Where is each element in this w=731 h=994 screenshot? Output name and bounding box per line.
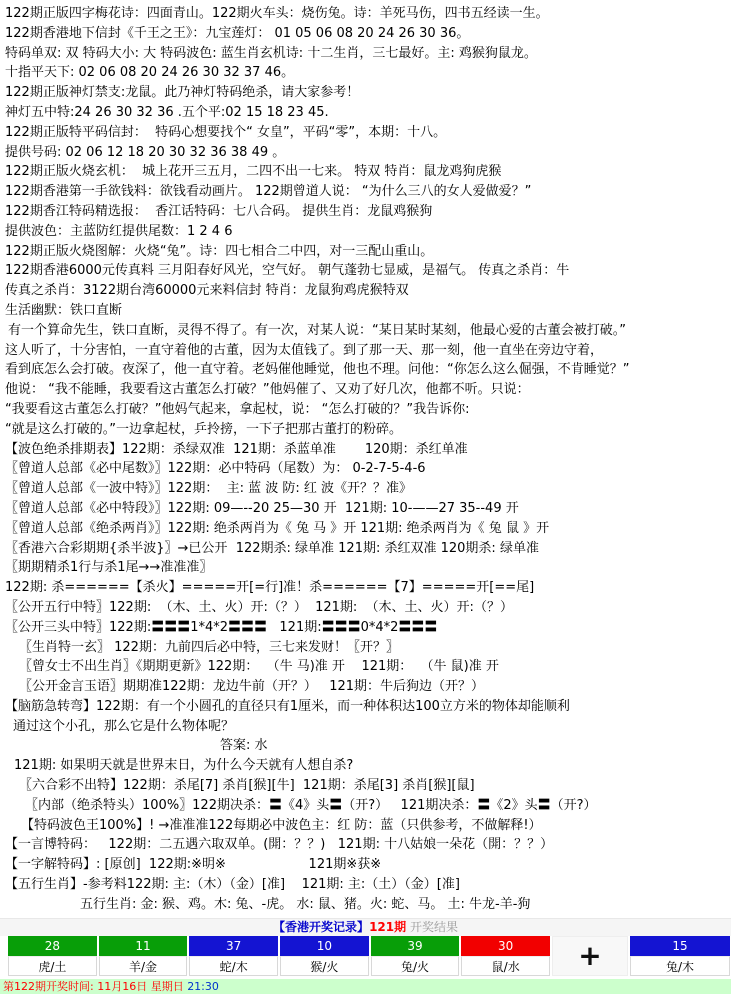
text-line: 【特码波色王100%】! →准准准122每期必中波色主：红 防：蓝（只供参考，不做解释!） — [21, 817, 542, 833]
text-line: “我要看这古董怎么打破？”他妈气起来，拿起杖，说： “怎么打破的？”我告诉你: — [5, 401, 470, 417]
text-line: 〖六合彩不出特】122期：杀尾[7] 杀肖[猴][牛] 121期：杀尾[3] 杀肖[猴][鼠] — [19, 778, 475, 794]
text-line: 122期正版四字梅花诗：四面青山。122期火车头：烧伤兔。诗：羊死马伤，四书五经读一生。 — [5, 6, 549, 21]
text-line: 这人听了，十分害怕，一直守着他的古董，因为太值钱了。到了那一天、那一刻，他一直坐在旁边守着， — [5, 342, 604, 358]
text-line: 神灯五中特:24 26 30 32 36 .五个平:02 15 18 23 45. — [5, 104, 329, 120]
drawn-number-cell: 11 — [99, 936, 188, 956]
text-line: 生活幽默：铁口直断 — [5, 302, 123, 318]
plus-icon: + — [578, 939, 602, 972]
text-line: 〖曾道人总部《必中尾数》〗122期：必中特码（尾数）为： 0-2-7-5-4-6 — [5, 461, 426, 477]
text-line: 122期正版火烧图解：火烧“兔”。诗：四七相合二中四，对一三配山重山。 — [5, 243, 434, 259]
text-line: 122期正版火烧玄机： 城上花开三五月，二四不出一七来。 特双 特肖：鼠龙鸡狗虎猴 — [5, 164, 502, 180]
text-line: “就是这么打破的。”一边拿起杖，乒拎搒，一下子把那古董打的粉碎。 — [5, 421, 402, 437]
text-line: 提供波色：主蓝防红提供尾数：1 2 4 6 — [5, 223, 233, 239]
drawn-number-cell: 30 — [461, 936, 550, 956]
drawn-number-label: 蛇/木 — [189, 956, 278, 976]
drawn-number-label: 鼠/水 — [461, 956, 550, 976]
plus-separator — [552, 936, 628, 976]
text-line: 〖公开三头中特〗122期:〓〓〓1*4*2〓〓〓 121期:〓〓〓0*4*2〓〓〓 — [5, 619, 438, 635]
text-line: 【一言博特码： 122期：二五遇六取双单。(開：？？) 121期: 十八姑娘一朵花（開：？？） — [5, 837, 554, 853]
results-header-issue: 121期 — [369, 920, 407, 934]
special-number-label: 兔/木 — [630, 956, 730, 976]
text-line: 答案: 水 — [220, 738, 268, 754]
drawn-number-cell: 37 — [189, 936, 278, 956]
drawn-number-label: 兔/火 — [371, 956, 460, 976]
text-line: 122期: 杀======【杀火】=====开[=行]准！杀======【7】=====开[==尾] — [5, 580, 535, 596]
text-line: 〖公开五行中特〗122期: （木、土、火）开:（？） 121期: （木、土、火）开:（？） — [5, 599, 513, 615]
text-line: 提供号码: 02 06 12 18 20 30 32 36 38 49 。 — [5, 144, 286, 160]
text-line: 【波色绝杀排期表】122期：杀绿双准 121期：杀蓝单准 120期：杀红单准 — [5, 441, 468, 457]
text-line: 〖曾道人总部《必中特段》〗122期: 09—--20 25—30 开 121期: 10-——27 35--49 开 — [5, 500, 519, 516]
text-line: 121期: 如果明天就是世界末日，为什么今天就有人想自杀? — [14, 758, 354, 774]
drawn-number-label: 猴/火 — [280, 956, 369, 976]
drawn-number-column — [371, 936, 460, 976]
drawn-number-label: 虎/土 — [8, 956, 97, 976]
text-line: 122期香港地下信封《千王之王》：九宝莲灯： 01 05 06 08 20 24 26 30 36。 — [5, 25, 470, 41]
text-line: 五行生肖: 金: 猴、鸡。木: 兔、-虎。 水: 鼠、猪。火: 蛇、马。 土: 牛龙-羊-狗 — [80, 896, 531, 912]
text-line: 〖生肖特一玄〗 122期：九前四后必中特，三七来发财！〖开？〗 — [19, 639, 399, 655]
text-line: 〖曾道人总部《绝杀两肖》〗122期: 绝杀两肖为《 兔 马 》开 121期: 绝杀两肖为《 兔 鼠 》开 — [5, 520, 550, 536]
drawn-number-column — [461, 936, 550, 976]
text-line: 看到底怎么会打破。夜深了，他一直守着。老妈催他睡觉，他也不理。问他：“你怎么这么倔强，不肯睡觉？” — [5, 362, 630, 378]
text-line: 有一个算命先生，铁口直断，灵得不得了。有一次，对某人说：“某日某时某刻，他最心爱的古董会被打破。” — [8, 322, 626, 338]
text-line: 他说： “我不能睡，我要看这古董怎么打破？”他妈催了、又劝了好几次，他都不听。只说： — [5, 382, 530, 398]
text-line: 122期香港6000元传真料 三月阳春好风光，空气好。 朝气蓬勃七显威，是福气。 传真之杀肖：牛 — [5, 263, 570, 279]
drawn-number-cell: 39 — [371, 936, 460, 956]
text-line: 十指平天下: 02 06 08 20 24 26 30 32 37 46。 — [5, 65, 295, 81]
drawn-number-column — [189, 936, 278, 976]
next-draw-time: 21:30 — [187, 980, 219, 993]
drawn-number-column — [8, 936, 97, 976]
text-line: 〖内部（绝杀特头）100%〗122期决杀：〓《4》头〓（开?） 121期决杀：〓《2》头〓（开?） — [25, 797, 597, 813]
text-line: 122期香江特码精选报： 香江话特码：七八合码。 提供生肖：龙鼠鸡猴狗 — [5, 203, 433, 219]
drawn-number-cell: 28 — [8, 936, 97, 956]
text-line: 【一字解特码】: [原创] 122期:※明※ 121期※获※ — [5, 857, 382, 873]
text-line: 122期正版神灯禁支:龙鼠。此乃神灯特码绝杀，请大家参考！ — [5, 85, 360, 101]
drawn-number-label: 羊/金 — [99, 956, 188, 976]
results-balls-row — [8, 936, 730, 976]
drawn-number-column — [99, 936, 188, 976]
text-line: 〖公开金言玉语〗期期准122期：龙边牛前（开？） 121期：牛后狗边（开？） — [19, 679, 485, 695]
next-draw-info — [0, 979, 731, 994]
drawn-number-cell: 10 — [280, 936, 369, 956]
text-line: 〖曾道人总部《一波中特》〗122期： 主: 蓝 波 防: 红 波《开？？准》 — [5, 481, 412, 497]
special-number-cell: 15 — [630, 936, 730, 956]
results-header — [0, 918, 731, 936]
text-line: 122期正版特平码信封： 特码心想要找个“ 女皇”，平码“零”，本期：十八。 — [5, 124, 447, 140]
special-number-column — [630, 936, 730, 976]
text-line: 〖曾女士不出生肖〗《期期更新》122期： （牛 马)准 开 121期： （牛 鼠)准 开 — [19, 659, 499, 675]
results-header-suffix: 开奖结果 — [406, 920, 458, 934]
text-line: 【五行生肖】-参考料122期: 主:（木）（金）[准] 121期: 主:（土）（金）[准] — [5, 877, 460, 893]
text-line: 〖香港六合彩期期{杀半波}〗→已公开 122期杀: 绿单准 121期: 杀红双准 120期杀: 绿单准 — [5, 540, 539, 556]
text-line: 传真之杀肖：3122期台湾60000元来料信封 特肖：龙鼠狗鸡虎猴特双 — [5, 283, 409, 299]
next-draw-text: 第122期开奖时间: 11月16日 星期日 — [3, 980, 188, 993]
text-line: 通过这个小孔，那么它是什么物体呢？ — [13, 718, 235, 734]
text-line: 【脑筋急转弯】122期：有一个小圆孔的直径只有1厘米，而一种体积达100立方米的物体却能顺利 — [5, 698, 570, 714]
results-header-title: 【香港开奖记录】 — [273, 920, 370, 934]
text-line: 特码单双: 双 特码大小: 大 特码波色: 蓝生肖玄机诗: 十二生肖，三七最好。主: 鸡猴狗鼠龙。 — [5, 45, 537, 61]
text-line: 〖期期精杀1行与杀1尾→→准准准〗 — [5, 560, 213, 576]
lottery-results-section — [0, 918, 731, 994]
text-line: 122期香港第一手欲钱料：欲钱看动画片。 122期曾道人说： “为什么三八的女人爱做爱？” — [5, 184, 532, 200]
drawn-number-column — [280, 936, 369, 976]
